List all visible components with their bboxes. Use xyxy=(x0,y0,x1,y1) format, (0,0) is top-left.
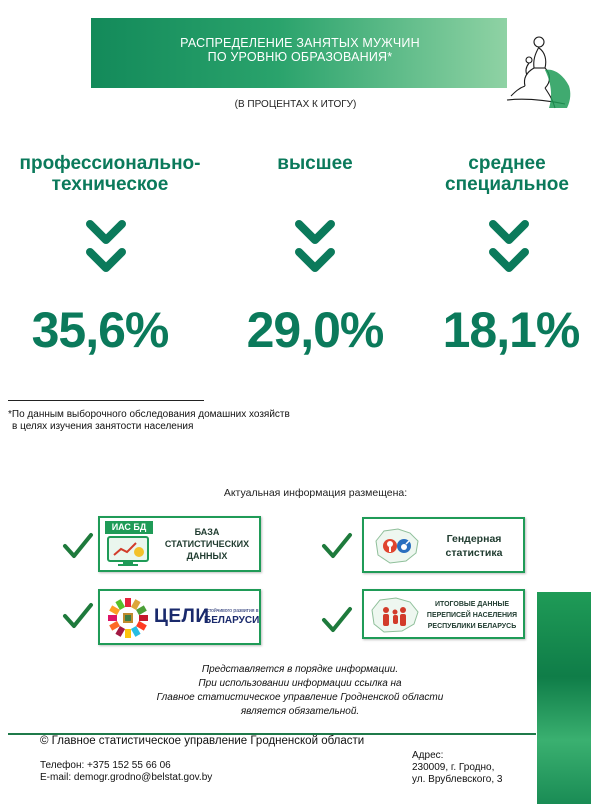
notice-line2: При использовании информации ссылка на xyxy=(198,678,402,689)
category-higher-label xyxy=(255,153,375,174)
stat-database-line3: ДАННЫХ xyxy=(186,551,228,561)
sdg-goals-small-text: устойчивого развития в xyxy=(204,608,259,614)
checkmark-icon xyxy=(321,606,353,634)
notice-line1: Представляется в порядке информации. xyxy=(201,664,399,675)
notice-line3: Главное статистическое управление Гродненской области xyxy=(156,692,444,703)
checkmark-icon xyxy=(62,602,94,630)
footnote-line2: в целях изучения занятости населения xyxy=(12,421,194,432)
title-line-1: РАСПРЕДЕЛЕНИЕ ЗАНЯТЫХ МУЖЧИН xyxy=(180,36,420,50)
sdg-goals-country: БЕЛАРУСИ xyxy=(204,615,260,626)
stat-database-link[interactable] xyxy=(98,516,261,572)
decorative-stripe xyxy=(537,592,591,804)
checkmark-icon xyxy=(62,532,94,560)
usage-notice xyxy=(100,663,500,719)
copyright: © Главное статистическое управление Гродненской области xyxy=(40,735,365,747)
chevron-down-icon xyxy=(86,218,126,276)
value-higher: 29,0% xyxy=(246,302,384,358)
value-vocational: 35,6% xyxy=(31,302,169,358)
footnote-line1: *По данным выборочного обследования домашних хозяйств xyxy=(8,409,290,420)
census-line2: ПЕРЕПИСЕЙ НАСЕЛЕНИЯ xyxy=(426,612,518,619)
census-line3: РЕСПУБЛИКИ БЕЛАРУСЬ xyxy=(427,623,517,630)
notice-line4: является обязательной. xyxy=(240,706,360,717)
stat-database-label xyxy=(154,526,260,562)
sdg-goals-title: ЦЕЛИ xyxy=(154,606,210,627)
category-higher-line1: высшее xyxy=(277,153,353,174)
gender-statistics-link[interactable] xyxy=(362,517,525,573)
email-link[interactable]: E-mail: demogr.grodno@belstat.gov.by xyxy=(40,772,213,783)
category-specialized-label xyxy=(425,153,589,195)
parent-child-illustration-icon xyxy=(505,30,575,110)
chevron-down-icon xyxy=(295,218,335,276)
stat-database-line2: СТАТИСТИЧЕСКИХ xyxy=(164,539,250,549)
census-family-icon xyxy=(368,596,420,634)
address-line1: 230009, г. Гродно, xyxy=(412,762,495,773)
category-vocational-line2: техническое xyxy=(51,174,169,195)
category-specialized-line2: специальное xyxy=(445,174,569,195)
category-specialized-line1: среднее xyxy=(468,153,546,174)
sdg-goals-link[interactable] xyxy=(98,589,261,645)
ias-badge: ИАС БД xyxy=(105,521,153,534)
gender-line2: статистика xyxy=(445,547,503,559)
sdg-wheel-icon xyxy=(105,597,151,639)
available-info-heading: Актуальная информация размещена: xyxy=(223,487,408,499)
units-subtitle: (В ПРОЦЕНТАХ К ИТОГУ) xyxy=(234,99,357,110)
gender-line1: Гендерная xyxy=(446,533,502,545)
chevron-down-icon xyxy=(489,218,529,276)
category-vocational-line1: профессионально- xyxy=(19,153,201,174)
category-vocational-label xyxy=(0,153,220,195)
address-label: Адрес: xyxy=(412,750,444,761)
value-specialized: 18,1% xyxy=(442,302,580,358)
gender-statistics-label xyxy=(426,532,522,560)
contacts xyxy=(40,760,212,784)
stat-database-line1: БАЗА xyxy=(194,527,220,537)
address-line2: ул. Врублевского, 3 xyxy=(412,774,503,785)
address xyxy=(412,750,502,786)
title-line-2: ПО УРОВНЮ ОБРАЗОВАНИЯ* xyxy=(207,50,393,64)
census-results-label xyxy=(420,599,524,632)
belarus-map-gender-icon xyxy=(370,525,424,567)
footnote xyxy=(8,409,428,433)
census-line1: ИТОГОВЫЕ ДАННЫЕ xyxy=(434,601,510,608)
phone: Телефон: +375 152 55 66 06 xyxy=(40,760,171,771)
census-results-link[interactable] xyxy=(362,589,525,639)
monitor-chart-icon xyxy=(106,535,150,567)
page-title xyxy=(120,36,480,64)
checkmark-icon xyxy=(321,532,353,560)
footnote-divider xyxy=(8,400,204,401)
